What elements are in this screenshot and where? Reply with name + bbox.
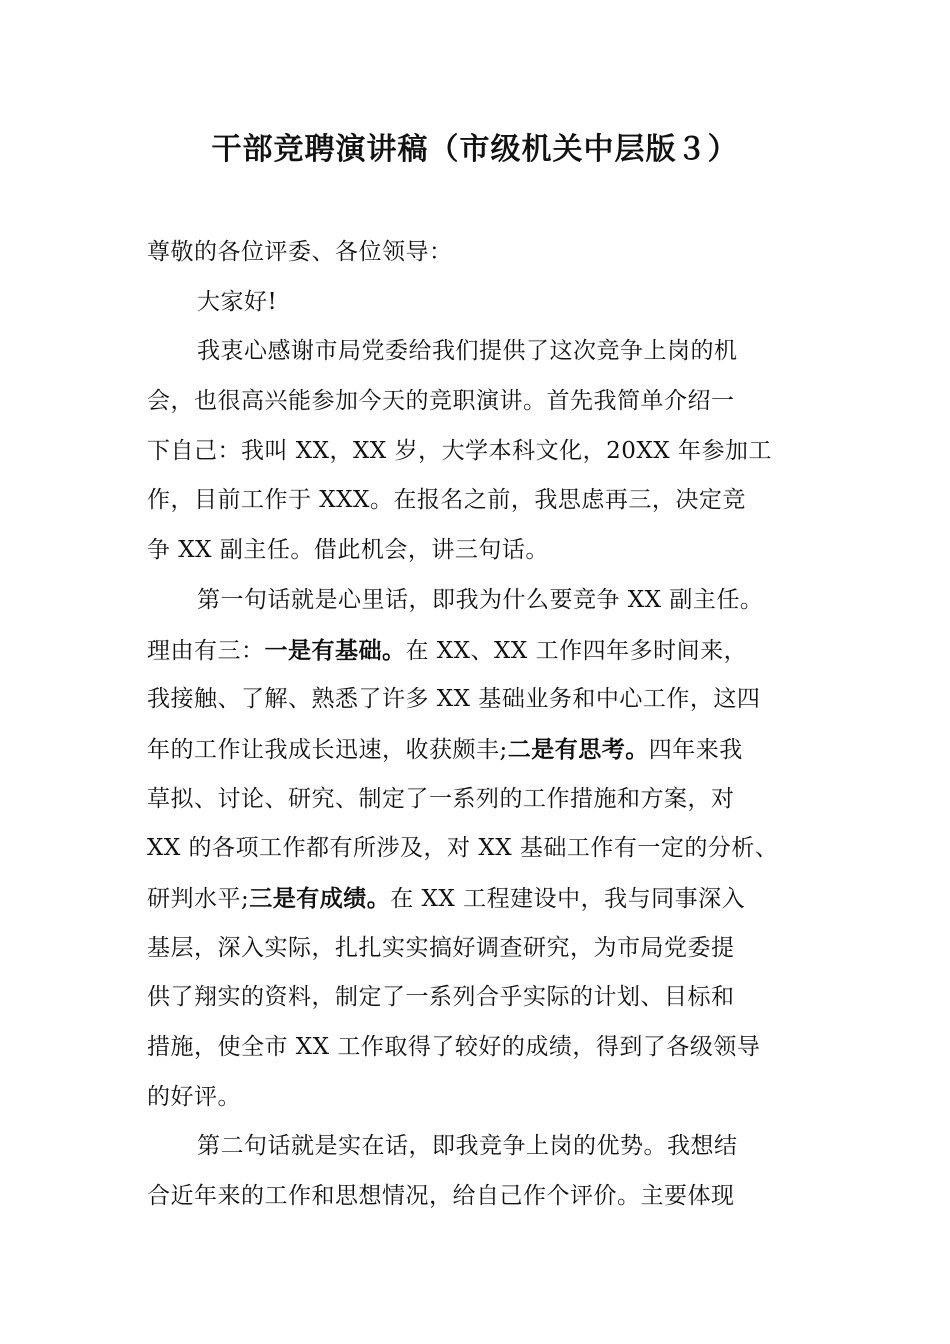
paragraph-line [147, 626, 807, 676]
paragraph-line: XX 的各项工作都有所涉及，对 XX 基础工作有一定的分析、 [147, 835, 779, 862]
text-run: 年的工作让我成长迅速，收获颇丰; [147, 736, 508, 763]
paragraph-line [147, 725, 807, 775]
paragraph-line: 第二句话就是实在话，即我竞争上岗的优势。我想结 [197, 1133, 738, 1160]
paragraph-3 [147, 1122, 807, 1221]
bold-point-1: 一是有基础。 [264, 636, 406, 664]
paragraph-line: 基层，深入实际，扎扎实实搞好调查研究，为市局党委提 [147, 934, 735, 961]
text-run: 在 XX 工程建设中，我与同事深入 [390, 885, 746, 912]
paragraph-line: 供了翔实的资料，制定了一系列合乎实际的计划、目标和 [147, 984, 735, 1011]
paragraph-line: 我接触、了解、熟悉了许多 XX 基础业务和中心工作，这四 [147, 686, 761, 713]
greeting: 大家好! [197, 288, 278, 315]
paragraph-line: 我衷心感谢市局党委给我们提供了这次竞争上岗的机 [197, 338, 738, 365]
paragraph-line [147, 874, 807, 924]
text-run: 理由有三： [147, 637, 265, 664]
document-body [147, 228, 807, 1222]
paragraph-line: 作，目前工作于 XXX。在报名之前，我思虑再三，决定竞 [147, 487, 746, 514]
paragraph-line: 的好评。 [147, 1083, 241, 1110]
paragraph-line: 草拟、讨论、研究、制定了一系列的工作措施和方案，对 [147, 785, 735, 812]
text-run: 四年来我 [648, 736, 743, 763]
bold-point-3: 三是有成绩。 [249, 884, 391, 912]
paragraph-line: 会，也很高兴能参加今天的竞职演讲。首先我简单介绍一 [147, 388, 735, 415]
paragraph-line: 第一句话就是心里话，即我为什么要竞争 XX 副主任。 [197, 586, 764, 613]
text-run: 研判水平; [147, 885, 250, 912]
document-title: 干部竞聘演讲稿（市级机关中层版３） [211, 132, 739, 167]
paragraph-line: 争 XX 副主任。借此机会，讲三句话。 [147, 537, 549, 564]
paragraph-line: 下自己：我叫 XX，XX 岁，大学本科文化，20XX 年参加工 [147, 437, 772, 464]
paragraph-line: 措施，使全市 XX 工作取得了较好的成绩，得到了各级领导 [147, 1034, 761, 1060]
salutation: 尊敬的各位评委、各位领导： [147, 239, 453, 265]
paragraph-line: 合近年来的工作和思想情况，给自己作个评价。主要体现 [147, 1183, 735, 1210]
paragraph-1 [147, 327, 807, 575]
paragraph-2 [147, 576, 807, 1123]
bold-point-2: 二是有思考。 [507, 735, 649, 763]
text-run: 在 XX、XX 工作四年多时间来， [405, 637, 748, 664]
